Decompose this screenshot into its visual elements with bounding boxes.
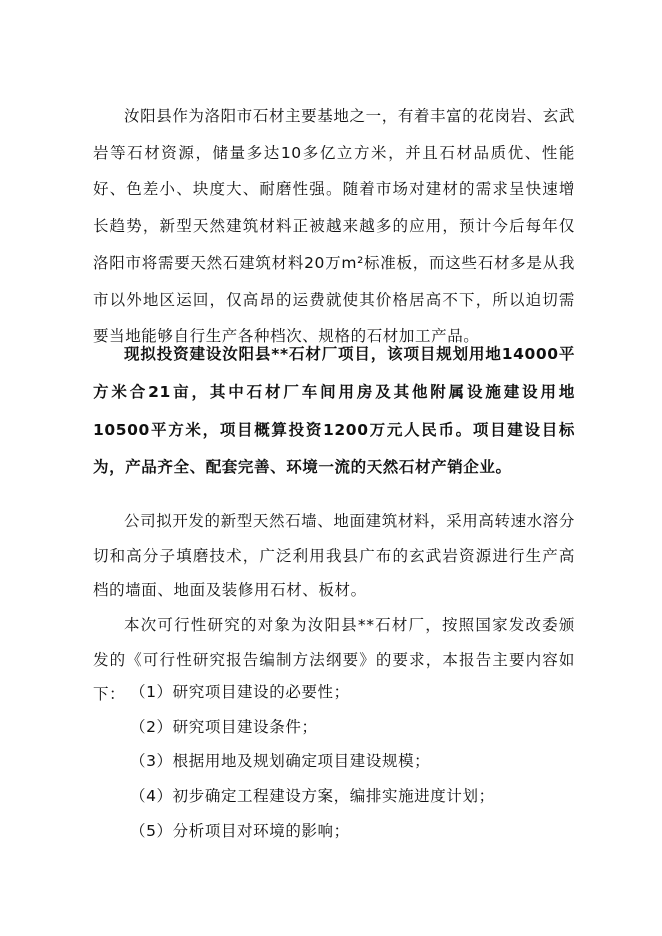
paragraph-study-scope: 本次可行性研究的对象为汝阳县**石材厂，按照国家发改委颁发的《可行性研究报告编制方法纲要》的要求，本报告主要内容如下： — [93, 616, 575, 704]
list-item: （4）初步确定工程建设方案，编排实施进度计划； — [130, 787, 495, 806]
list-item: （1）研究项目建设的必要性； — [130, 683, 350, 701]
paragraph-product-development: 公司拟开发的新型天然石墙、地面建筑材料，采用高转速水溶分切和高分子填磨技术，广泛利用我县广布的玄武岩资源进行生产高档的墙面、地面及装修用石材、板材。 — [93, 512, 575, 600]
paragraph-project-plan: 现拟投资建设汝阳县**石材厂项目，该项目规划用地14000平方米合21亩，其中石材厂车间用房及其他附属设施建设用地10500平方米，项目概算投资1200万元人民币。项目建设目标为，产品齐全、配套完善、环境一流的天然石材产销企业。 — [93, 345, 575, 477]
list-item: （2）研究项目建设条件； — [130, 717, 318, 736]
list-item: （5）分析项目对环境的影响； — [130, 821, 350, 840]
paragraph-intro: 汝阳县作为洛阳市石材主要基地之一，有着丰富的花岗岩、玄武岩等石材资源，储量多达10多亿立方米，并且石材品质优、性能好、色差小、块度大、耐磨性强。随着市场对建材的需求呈快速增长趋势，新型天然建筑材料正被越来越多的应用，预计今后每年仅洛阳市将需要天然石建筑材料20万m²标准板，而这些石材多是从我市以外地区运回，仅高昂的运费就使其价格居高不下，所以迫切需要当地能够自行生产各种档次、规格的石材加工产品。 — [93, 107, 575, 346]
list-item: （3）根据用地及规划确定项目建设规模； — [130, 752, 431, 771]
report-contents-list — [130, 675, 575, 848]
